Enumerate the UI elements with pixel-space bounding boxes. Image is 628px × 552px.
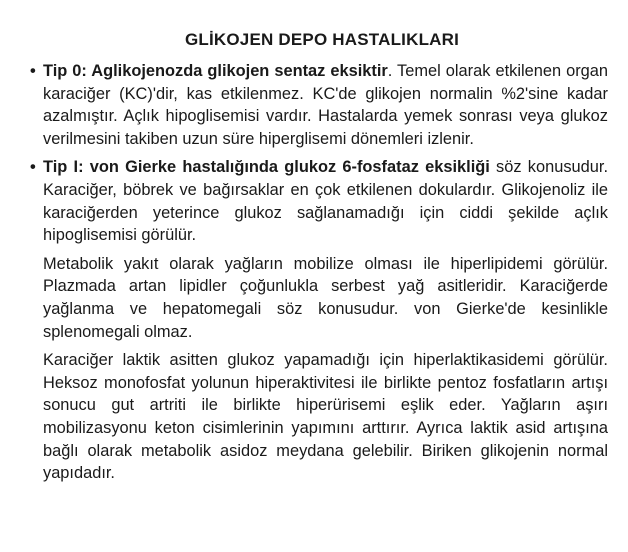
page-title: GLİKOJEN DEPO HASTALIKLARI [184, 30, 460, 49]
tip1-text: söz konusudur. Karaciğer, böbrek ve bağırsaklar en çok etkilenen dokulardır. Glikojenoliz ile karaciğerden yeterince glukoz sağlanamadığı için ciddi şekilde açlık hipoglisemisi görülür. [43, 158, 608, 245]
tip0-heading: Tip 0: Aglikojenozda glikojen sentaz eksiktir [43, 62, 388, 80]
tip1-paragraph [32, 156, 608, 246]
paragraph-hyperlacticacidemia: Karaciğer laktik asitten glukoz yapamadığı için hiperlaktikasidemi görülür. Heksoz monofosfat yolunun hiperaktivitesi ile birlikte pentoz fosfatların artışı sonucu gut artriti ile birlikte hiperürisemi eşlik eder. Yağların aşırı mobilizasyonu keton cisimlerinin yapımını arttırır. Ayrıca laktik asid artışına bağlı olarak metabolik asidoz meydana gelebilir. Biriken glikojenin normal yapıdadır. [43, 351, 608, 483]
tip0-paragraph [32, 60, 608, 150]
bullet-icon: • [30, 158, 36, 177]
tip0-text: . Temel olarak etkilenen organ karaciğer (KC)'dir, kas etkilenmez. KC'de glikojen normalin %2'sine kadar azalmıştır. Açlık hipoglisemisi vardır. Hastalarda yemek sonrası veya glukoz verilmesini takiben uzun süre hiperglisemi dönemleri izlenir. [43, 62, 608, 148]
bullet-icon: • [30, 62, 36, 80]
tip1-heading: Tip I: von Gierke hastalığında glukoz 6-fosfataz eksikliği [43, 158, 490, 177]
paragraph-hyperlipidemia: Metabolik yakıt olarak yağların mobilize olması ile hiperlipidemi görülür. Plazmada artan lipidler çoğunlukla serbest yağ asitleridir. Karaciğerde yağlanma ve hepatomegali söz konusudur. von Gierke'de kesinlikle splenomegali olmaz. [43, 254, 608, 341]
